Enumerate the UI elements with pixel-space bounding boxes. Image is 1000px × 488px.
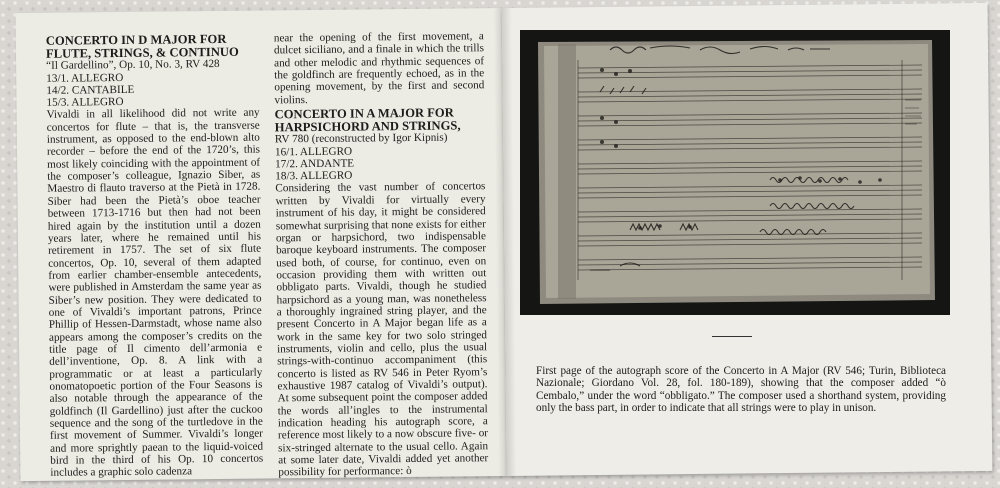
concerto-a-major-heading [275, 106, 485, 133]
caption-divider [712, 336, 752, 337]
concerto-a-major-notes: Considering the vast number of concertos written by Vivaldi for virtually every instrument of his day, it might be considered somewhat surprising that none exists for either organ or harpsichord, two indispensable baroque keyboard instruments. The composer used both, of course, for continuo, even on occasion providing them with written out obbligato parts. Vivaldi, though he studied harpsichord as a young man, was nonetheless a thoroughly ingrained string player, and the present Concerto in A Major began life as a work in the same key for two solo stringed instruments, violin and cello, plus the usual strings-with-continuo accompaniment (this concerto is listed as RV 546 in Peter Ryom’s exhaustive 1987 catalog of Vivaldi’s output). At some subsequent point the composer added the words all’ingles to the instrumental indication heading his autograph score, a reference most likely to a now obscure five- or six-stringed alternate to the usual cello. Again at some later date, Vivaldi added yet another possibility for performance: ò [275, 180, 489, 479]
concerto-d-major-notes-continued: near the opening of the first movement, a dulcet siciliano, and a finale in which the trills and other melodic and rhythmic sequences of the goldfinch are frequently echoed, as in the opening movement, by the first and second violins. [273, 30, 485, 107]
concerto-d-major-heading [46, 33, 259, 60]
track-list-13-15 [46, 70, 259, 109]
track-17: 17/2. ANDANTE [275, 157, 355, 171]
concerto-a-major-subheading: RV 780 (reconstructed by Igor Kipnis) [274, 131, 448, 146]
track-15: 15/3. ALLEGRO [46, 96, 124, 109]
left-column-2 [274, 30, 489, 479]
heading-line-2: HARPSICHORD AND STRINGS, [274, 118, 461, 135]
heading-line-1: CONCERTO IN A MAJOR FOR [274, 105, 454, 122]
left-column-1 [46, 33, 264, 480]
track-14: 14/2. CANTABILE [46, 83, 135, 97]
figure-caption: First page of the autograph score of the Concerto in A Major (RV 546; Turin, Biblioteca Nazionale; Giordano Vol. 28, fol. 180-189), showing that the composer added “ò Cembalo,” under the word “obbligato.” The composer used a shorthand system, providing only the bass part, in order to indicate that all strings were to play in unison. [536, 365, 946, 415]
autograph-score-photo [520, 30, 950, 315]
heading-line-2: FLUTE, STRINGS, & CONTINUO [45, 44, 239, 61]
track-13: 13/1. ALLEGRO [46, 71, 124, 85]
score-manuscript-image [520, 30, 950, 315]
left-page [16, 8, 507, 481]
concerto-d-major-notes: Vivaldi in all likelihood did not write any concertos for flute – that is, the transverse instrument, as opposed to the end-blown alto recorder – before the end of the 1720’s, this most likely coinciding with the appointment of the composer’s colleague, Ignazio Siber, as Maestro di flauto traverso at the Pietà in 1728. Siber had been the Pietà’s oboe teacher between 1713-1716 but then had not been hired again by the institution until a dozen years later, where he remained until his retirement in 1757. The set of six flute concertos, Op. 10, several of them adapted from earlier chamber-ensemble antecedents, were published in Amsterdam the same year as Siber’s new position. They were dedicated to one of Vivaldi’s important patrons, Prince Phillip of Hessen-Darmstadt, whose name also appears among the composer’s credits on the title page of Il cimento dell’armonia e dell’inventione, Op. 8. A link with a programmatic or at least a particularly onomatopoetic portion of the Four Seasons is also notable through the appearance of the goldfinch (Il Gardellino) just after the cuckoo sequence and the song of the turtledove in the first movement of Summer. Vivaldi’s longer and more sprightly paean to the liquid-voiced bird in the third of his Op. 10 concertos includes a graphic solo cadenza [46, 106, 264, 480]
heading-line-1: CONCERTO IN D MAJOR FOR [45, 31, 227, 48]
track-16: 16/1. ALLEGRO [274, 145, 353, 158]
track-18: 18/3. ALLEGRO [275, 169, 353, 183]
track-list-16-18 [275, 144, 485, 183]
concerto-d-major-subheading: “Il Gardellino”, Op. 10, No. 3, RV 428 [46, 58, 220, 72]
